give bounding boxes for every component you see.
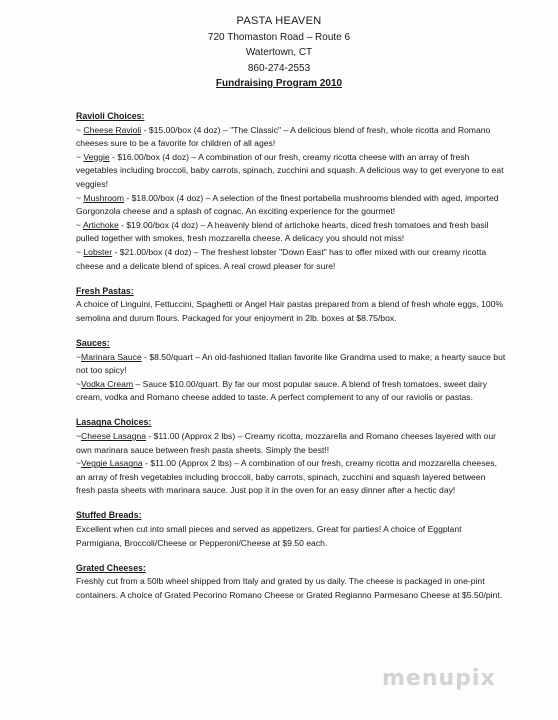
item-name: Marinara Sauce bbox=[81, 351, 142, 362]
menu-item-cheese-ravioli bbox=[76, 124, 506, 151]
menupix-watermark: menupix bbox=[382, 666, 496, 691]
section-stuffed-breads bbox=[76, 509, 506, 550]
item-description: - $21.00/box (4 doz) – The freshest lobster "Down East" has to offer mixed with our creamy ricotta cheese and a delicate blend of spices. A real crowd pleaser for sure! bbox=[76, 246, 487, 271]
restaurant-city: Watertown, CT bbox=[245, 47, 313, 58]
menu-item-artichoke bbox=[76, 219, 506, 246]
section-text: Excellent when cut into small pieces and served as appetizers. Great for parties! A choice of Eggplant Parmigiana, Broccoli/Cheese or Pepperoni/Cheese at $9.50 each. bbox=[76, 524, 462, 548]
section-text: Freshly cut from a 50lb wheel shipped from Italy and grated by us daily. The cheese is packaged in one-pint containers. A choice of Grated Pecorino Romano Cheese or Grated Regianno Parmesano Cheese at $5.50/pint. bbox=[76, 576, 503, 600]
section-fresh-pastas bbox=[76, 285, 506, 326]
restaurant-name: PASTA HEAVEN bbox=[236, 15, 322, 27]
item-description: - $18.00/box (4 doz) – A selection of the finest portabella mushrooms blended with aged, imported Gorgonzola cheese and a splash of cognac. An exciting experience for the gourmet! bbox=[76, 192, 499, 217]
section-grated-cheeses bbox=[76, 562, 506, 603]
restaurant-address: 720 Thomaston Road – Route 6 bbox=[207, 31, 351, 43]
item-name: Veggie bbox=[83, 151, 110, 162]
item-description: - $16.00/box (4 doz) – A combination of our fresh, creamy ricotta cheese with an array of fresh vegetables including broccoli, baby carrots, spinach, zucchini and squash. A delicious way to get everyone to eat veggies! bbox=[76, 151, 504, 189]
program-title: Fundraising Program 2010 bbox=[215, 78, 343, 89]
item-name: Mushroom bbox=[83, 192, 124, 203]
item-prefix: ~ bbox=[76, 430, 82, 441]
item-prefix: ~ bbox=[76, 458, 82, 469]
item-description: – Sauce $10.00/quart. By far our most popular sauce. A blend of fresh tomatoes, sweet dairy cream, vodka and Romano cheese added to taste. A perfect complement to any of our raviolis or pastas. bbox=[76, 378, 488, 403]
section-lasagna bbox=[76, 416, 506, 498]
item-name: Lobster bbox=[83, 246, 113, 257]
menu-header bbox=[0, 14, 558, 92]
section-heading-ravioli: Ravioli Choices: bbox=[76, 111, 145, 121]
item-name: Cheese Ravioli bbox=[83, 124, 142, 135]
item-prefix: ~ bbox=[76, 246, 84, 257]
item-prefix: ~ bbox=[76, 192, 84, 203]
section-ravioli bbox=[76, 110, 506, 273]
section-heading-fresh-pastas: Fresh Pastas: bbox=[76, 285, 134, 296]
section-heading-lasagna: Lasagna Choices: bbox=[76, 417, 152, 428]
item-prefix: ~ bbox=[76, 124, 84, 135]
item-name: Vodka Cream bbox=[81, 378, 134, 389]
item-description: - $19.00/box (4 doz) – A heavenly blend of artichoke hearts, diced fresh tomatoes and fresh basil pulled together with smokes, fresh mozzarella cheese. A delicacy you should not miss! bbox=[76, 219, 489, 244]
menu-item-veggie bbox=[76, 151, 506, 192]
restaurant-phone: 860-274-2553 bbox=[247, 62, 311, 74]
menu-item-vodka-cream bbox=[76, 378, 506, 405]
item-description: - $11.00 (Approx 2 lbs) – A combination of our fresh, creamy ricotta and mozzarella cheeses, an array of fresh vegetables including broccoli, baby carrots, spinach, zucchini and squash layered between fresh pasta sheets with marinara sauce. Just pop it in the oven for an easy dinner after a hectic day! bbox=[76, 458, 497, 496]
menu-item-mushroom bbox=[76, 192, 506, 219]
item-prefix: ~ bbox=[76, 378, 82, 389]
item-prefix: ~ bbox=[76, 351, 82, 362]
menu-item-marinara bbox=[76, 351, 506, 378]
item-name: Artichoke bbox=[82, 219, 119, 230]
item-prefix: ~ bbox=[76, 151, 84, 162]
item-description: - $8.50/quart – An old-fashioned Italian favorite like Grandma used to make; a hearty sauce but not too spicy! bbox=[76, 351, 506, 376]
section-text: A choice of Linguini, Fettuccini, Spaghetti or Angel Hair pastas prepared from a blend of fresh whole eggs, 100% semolina and durum flours. Packaged for your enjoyment in 2lb. boxes at $8.75/box. bbox=[76, 299, 504, 323]
menu-item-lobster bbox=[76, 246, 506, 273]
item-prefix: ~ bbox=[76, 219, 83, 230]
item-name: Cheese Lasagna bbox=[81, 430, 147, 441]
menu-item-veggie-lasagna bbox=[76, 457, 506, 498]
item-description: - $11.00 (Approx 2 lbs) – Creamy ricotta, mozzarella and Romano cheeses layered with our own marinara sauce between fresh pasta sheets. Simply the best!! bbox=[76, 430, 496, 455]
menu-content bbox=[76, 110, 506, 614]
section-heading-sauces: Sauces: bbox=[76, 337, 110, 348]
section-heading-grated-cheeses: Grated Cheeses: bbox=[76, 562, 146, 573]
section-sauces bbox=[76, 337, 506, 405]
item-description: - $15.00/box (4 doz) – "The Classic" – A delicious blend of fresh, whole ricotta and Romano cheeses sure to be a favorite for children of all ages! bbox=[76, 124, 491, 149]
section-heading-stuffed-breads: Stuffed Breads: bbox=[76, 510, 142, 521]
item-name: Veggie Lasagna bbox=[81, 458, 143, 469]
menu-item-cheese-lasagna bbox=[76, 430, 506, 457]
